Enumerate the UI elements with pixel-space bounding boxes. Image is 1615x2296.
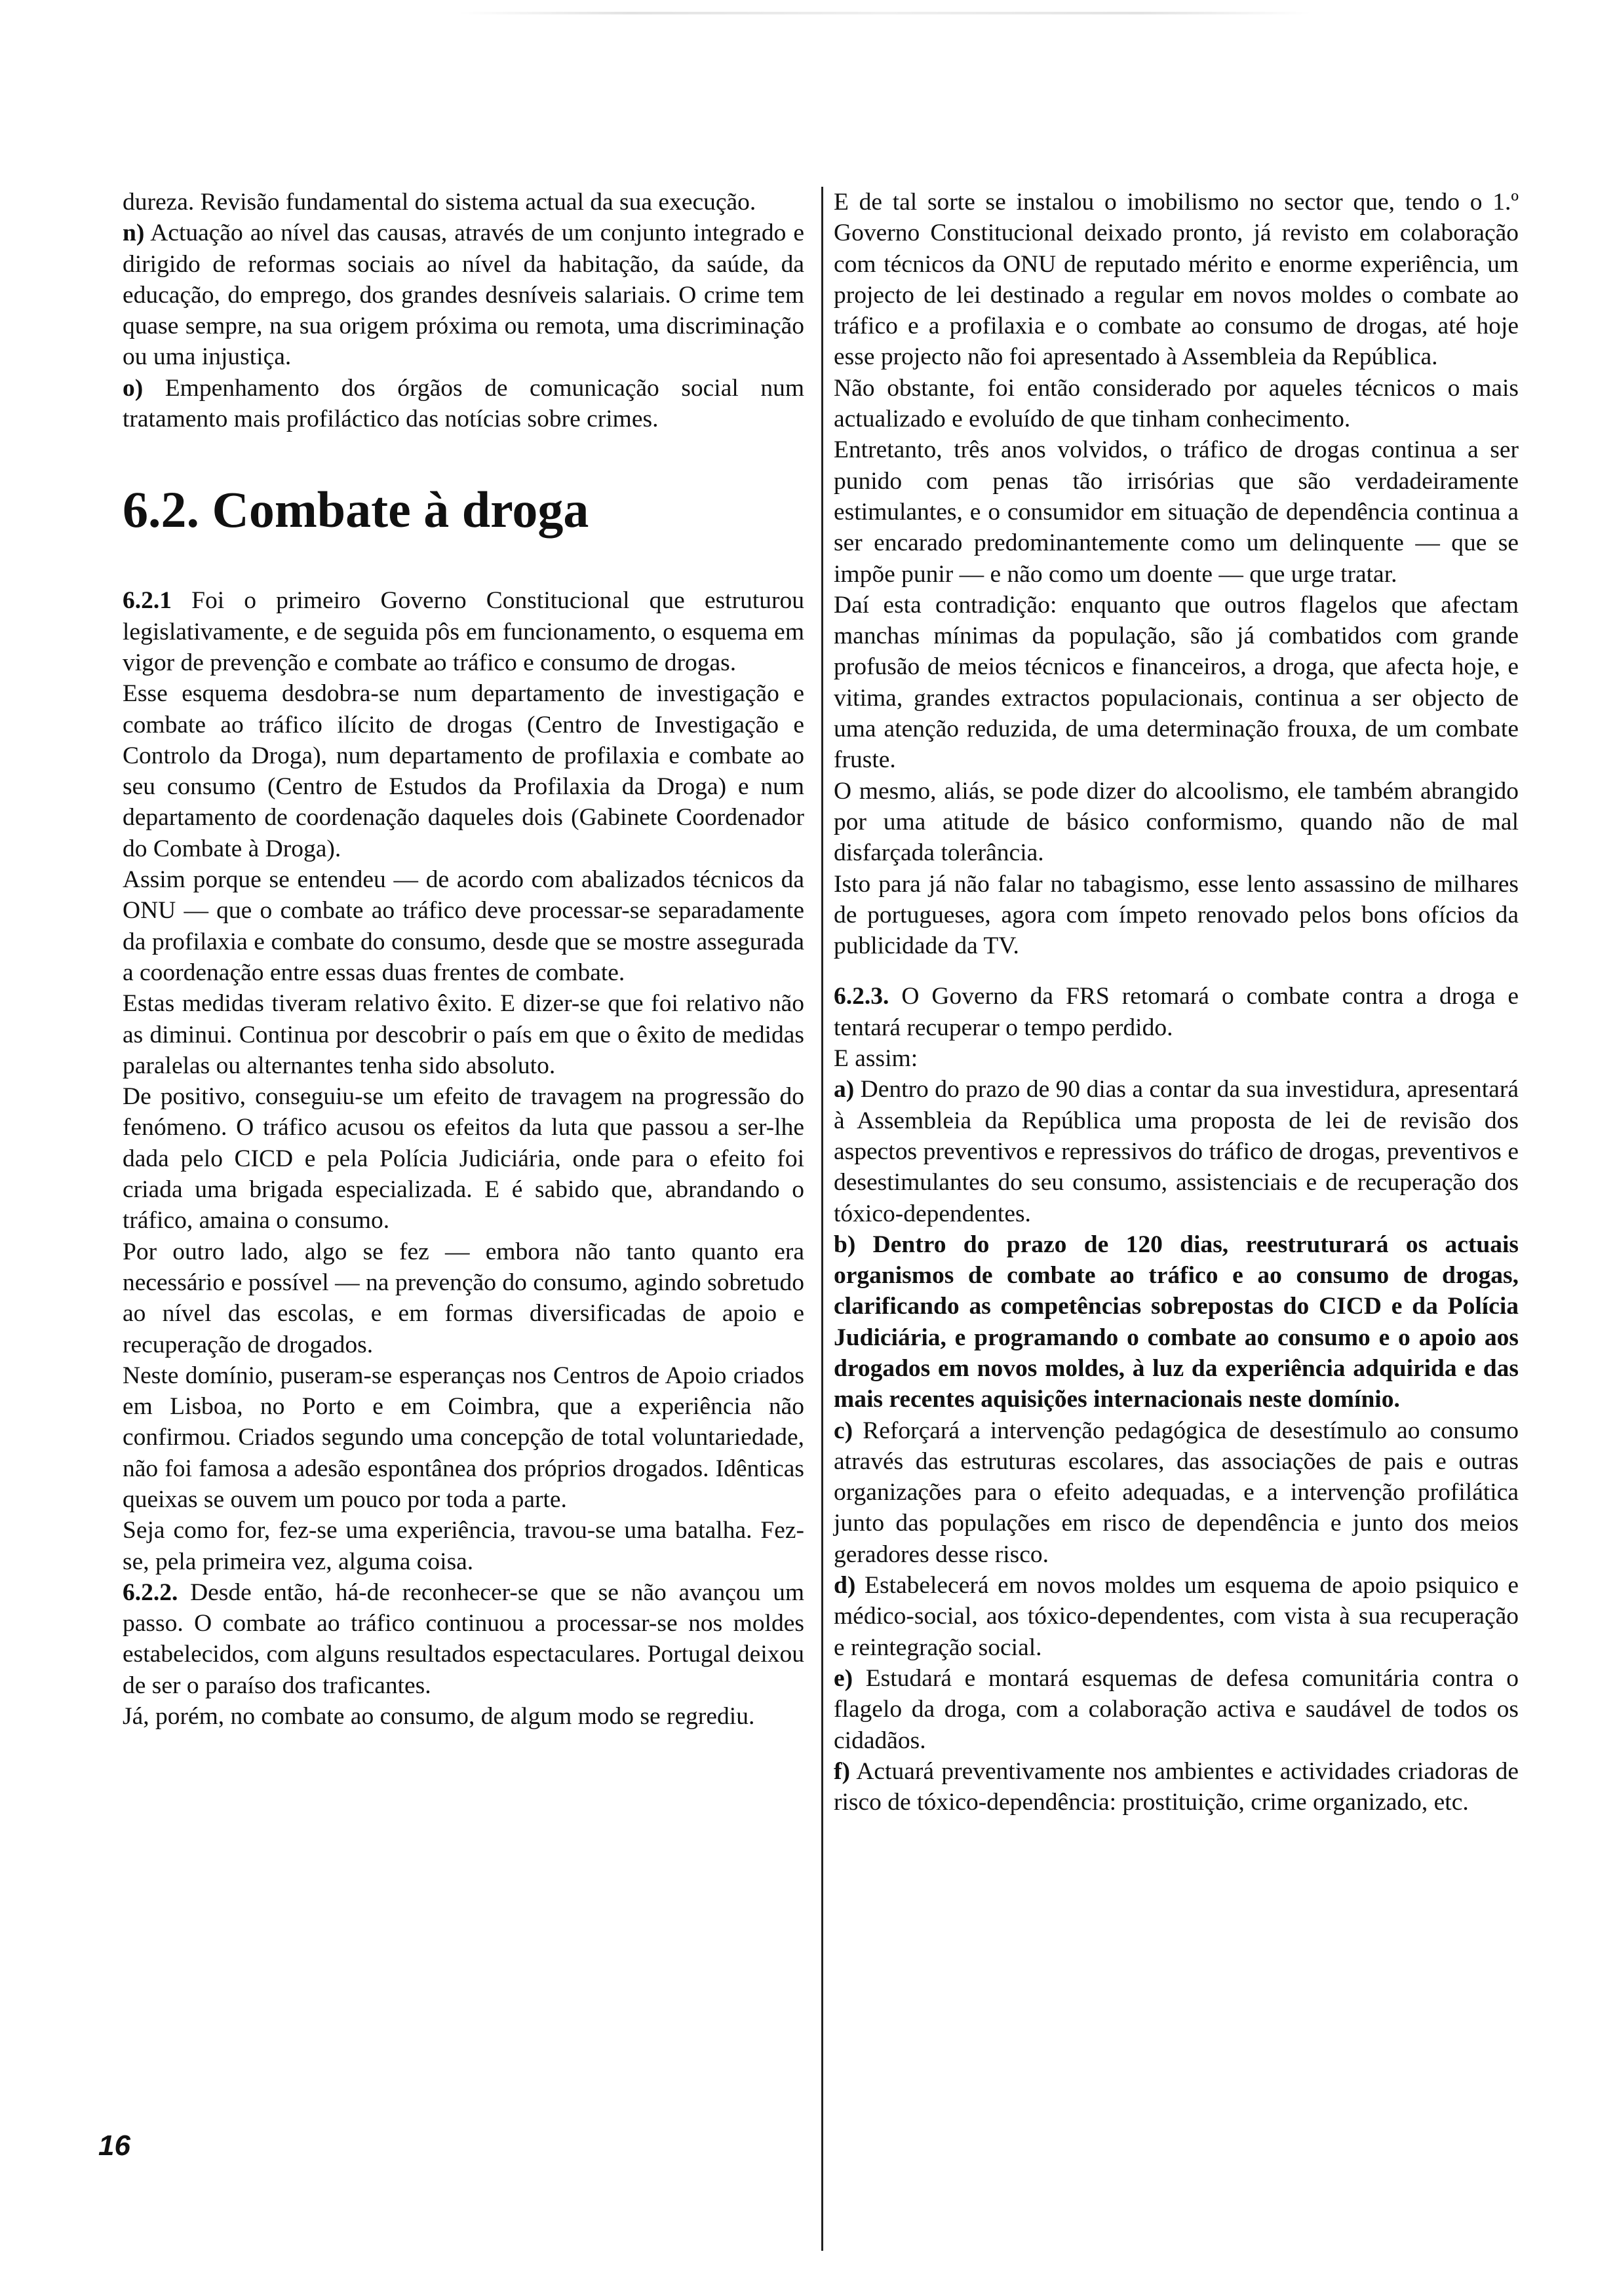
paragraph: dureza. Revisão fundamental do sistema actual da sua execução. — [123, 189, 756, 216]
paragraph: Neste domínio, puseram-se esperanças nos Centros de Apoio criados em Lisboa, no Porto e em Coimbra, que a experiência não confirmou. Criados segundo uma concepção de total voluntariedade, não foi famosa a adesão espontânea dos próprios drogados. Idênticas queixas se ouvem um pouco por toda a parte. — [123, 1362, 804, 1513]
paragraph: Estas medidas tiveram relativo êxito. E dizer-se que foi relativo não as diminui. Continua por descobrir o país em que o êxito de medidas paralelas ou alternantes tenha sido absoluto. — [123, 990, 804, 1079]
paragraph: 6.2.1 Foi o primeiro Governo Constitucional que estruturou legislativamente, e de seguida pôs em funcionamento, o esquema em vigor de prevenção e combate ao tráfico e consumo de drogas. — [123, 587, 804, 676]
paragraph: n) Actuação ao nível das causas, através de um conjunto integrado e dirigido de reformas sociais ao nível da habitação, da saúde, da educação, do emprego, dos grandes desníveis salariais. O crime tem quase sempre, na sua origem próxima ou remota, uma discriminação ou uma injustiça. — [123, 220, 804, 371]
paragraph: Daí esta contradição: enquanto que outros flagelos que afectam manchas mínimas da população, são já combatidos com grande profusão de meios técnicos e financeiros, a droga, que afecta hoje, e vitima, grandes extractos populacionais, continua a ser objecto de uma atenção reduzida, de uma determinação frouxa, de um combate fruste. — [834, 591, 1519, 774]
left-column — [123, 187, 804, 1732]
paragraph: Assim porque se entendeu — de acordo com abalizados técnicos da ONU — que o combate ao tráfico deve processar-se separadamente da profilaxia e combate do consumo, desde que se mostre assegurada a coordenação entre essas duas frentes de combate. — [123, 866, 804, 986]
paragraph: E assim: — [834, 1045, 918, 1073]
paragraph: c) Reforçará a intervenção pedagógica de desestímulo ao consumo através das estruturas escolares, das associações de pais e outras organizações para o efeito adequadas, e a intervenção profilática junto das populações em risco de dependência e junto dos meios geradores desse risco. — [834, 1417, 1519, 1568]
section-heading: 6.2. Combate à droga — [123, 481, 589, 539]
paragraph: Entretanto, três anos volvidos, o tráfico de drogas continua a ser punido com penas tão irrisórias que são verdadeiramente estimulantes, e o consumidor em situação de dependência continua a ser encarado predominantemente como um delinquente — que se impõe punir — e não como um doente — que urge tratar. — [834, 436, 1519, 588]
paragraph: a) Dentro do prazo de 90 dias a contar da sua investidura, apresentará à Assembleia da República uma proposta de lei de revisão dos aspectos preventivos e repressivos do tráfico de drogas, preventivos e desestimulantes do seu consumo, assistenciais e de recuperação dos tóxico-dependentes. — [834, 1076, 1519, 1227]
paragraph: O mesmo, aliás, se pode dizer do alcoolismo, ele também abrangido por uma atitude de básico conformismo, quando não de mal disfarçada tolerância. — [834, 777, 1519, 867]
paragraph: E de tal sorte se instalou o imobilismo no sector que, tendo o 1.º Governo Constitucional deixado pronto, já revisto em colaboração com técnicos da ONU de reputado mérito e enorme experiência, um projecto de lei destinado a regular em novos moldes o combate ao tráfico e a profilaxia e o combate ao consumo de drogas, até hoje esse projecto não foi apresentado à Assembleia da República. — [834, 189, 1519, 371]
paragraph: d) Estabelecerá em novos moldes um esquema de apoio psiquico e médico-social, aos tóxico-dependentes, com vista à sua recuperação e reintegração social. — [834, 1572, 1519, 1661]
paragraph: Por outro lado, algo se fez — embora não tanto quanto era necessário e possível — na prevenção do consumo, agindo sobretudo ao nível das escolas, e em formas diversificadas de apoio e recuperação de drogados. — [123, 1238, 804, 1358]
paragraph-bold: b) Dentro do prazo de 120 dias, reestruturará os actuais organismos de combate ao tráfico e ao consumo de drogas, clarificando as competências sobrepostas do CICD e da Polícia Judiciária, e programando o combate ao consumo e o apoio aos drogados em novos moldes, à luz da experiência adquirida e das mais recentes aquisições internacionais neste domínio. — [834, 1231, 1519, 1413]
scan-artifact — [459, 12, 1311, 14]
paragraph: 6.2.3. O Governo da FRS retomará o combate contra a droga e tentará recuperar o tempo perdido. — [834, 983, 1519, 1041]
paragraph: Isto para já não falar no tabagismo, esse lento assassino de milhares de portugueses, agora com ímpeto renovado pelos bons ofícios da publicidade da TV. — [834, 870, 1519, 960]
paragraph: De positivo, conseguiu-se um efeito de travagem na progressão do fenómeno. O tráfico acusou os efeitos da luta que passou a ser-lhe dada pelo CICD e pela Polícia Judiciária, onde para o efeito foi criada uma brigada especializada. E é sabido que, abrandando o tráfico, amaina o consumo. — [123, 1083, 804, 1234]
paragraph: 6.2.2. Desde então, há-de reconhecer-se que se não avançou um passo. O combate ao tráfico continuou a processar-se nos moldes estabelecidos, com alguns resultados espectaculares. Portugal deixou de ser o paraíso dos traficantes. — [123, 1578, 804, 1699]
column-divider — [821, 187, 823, 2251]
page-number: 16 — [98, 2130, 130, 2162]
paragraph: Seja como for, fez-se uma experiência, travou-se uma batalha. Fez-se, pela primeira vez, alguma coisa. — [123, 1517, 804, 1575]
paragraph: Esse esquema desdobra-se num departamento de investigação e combate ao tráfico ilícito de drogas (Centro de Investigação e Controlo da Droga), num departamento de profilaxia e combate ao seu consumo (Centro de Estudos da Profilaxia da Droga) e num departamento de coordenação daqueles dois (Gabinete Coordenador do Combate à Droga). — [123, 680, 804, 862]
paragraph: e) Estudará e montará esquemas de defesa comunitária contra o flagelo da droga, com a colaboração activa e saudável de todos os cidadãos. — [834, 1664, 1519, 1754]
right-column — [834, 187, 1519, 1818]
paragraph: Não obstante, foi então considerado por aqueles técnicos o mais actualizado e evoluído de que tinham conhecimento. — [834, 374, 1519, 433]
paragraph: o) Empenhamento dos órgãos de comunicação social num tratamento mais profiláctico das notícias sobre crimes. — [123, 374, 804, 433]
paragraph: f) Actuará preventivamente nos ambientes e actividades criadoras de risco de tóxico-dependência: prostituição, crime organizado, etc. — [834, 1757, 1519, 1816]
paragraph: Já, porém, no combate ao consumo, de algum modo se regrediu. — [123, 1703, 755, 1731]
